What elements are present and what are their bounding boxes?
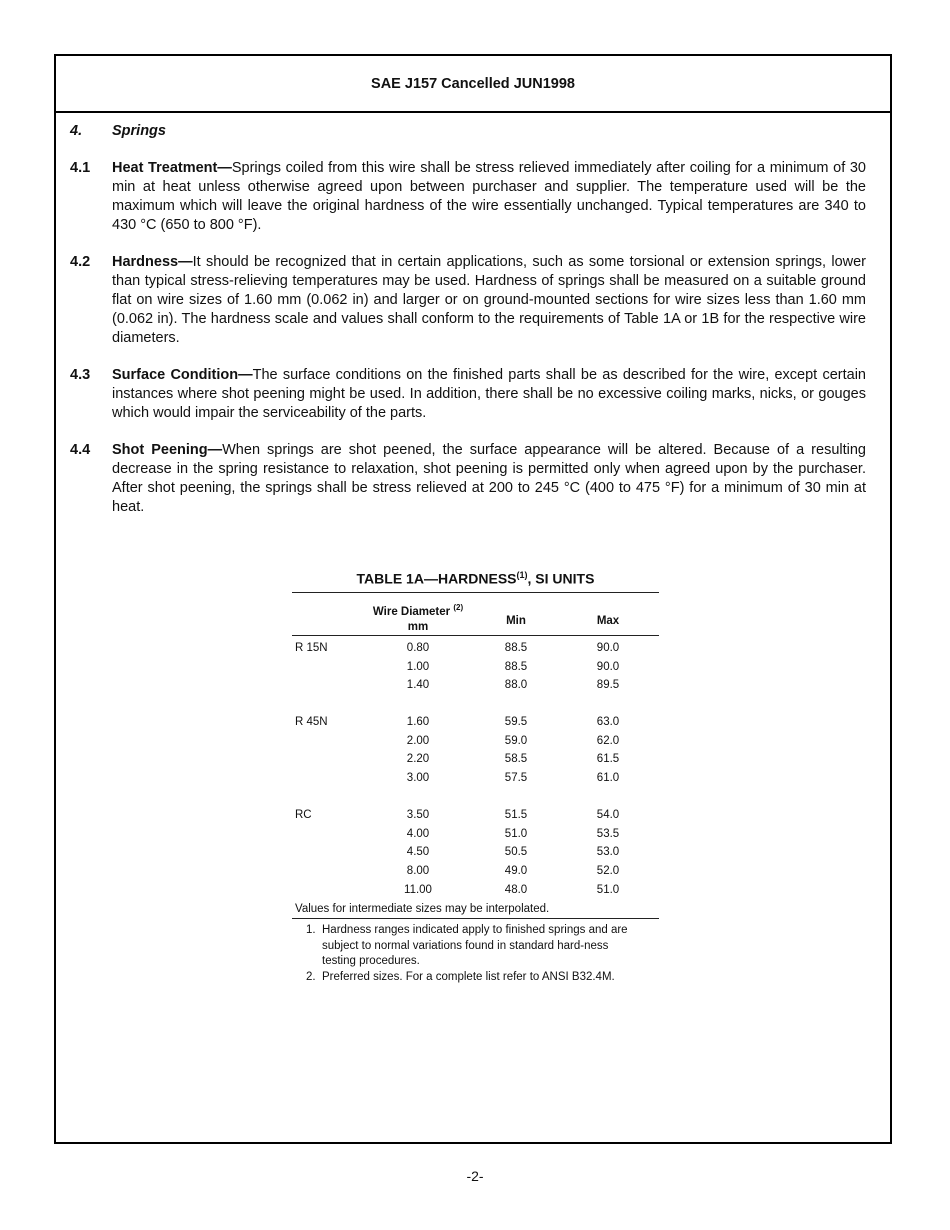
hardness-table [292,570,659,985]
cell-max: 51.0 [596,883,620,896]
document-header [56,56,890,113]
cell-diameter: 11.00 [404,883,432,896]
table-header [292,593,659,635]
table-group-r15n [292,639,659,695]
table-row [292,658,659,677]
table-row [292,732,659,751]
cell-min: 59.0 [504,734,528,747]
interpolation-note: Values for intermediate sizes may be interpolated. [295,903,550,916]
page-number: -2- [466,1168,484,1184]
cell-min: 51.0 [504,827,528,840]
paragraph-4-3 [70,366,870,423]
wire-diameter-unit: mm [407,620,429,633]
footnote-text: Preferred sizes. For a complete list refer to ANSI B32.4M. [322,970,615,983]
table-row [292,676,659,695]
scale-label: R 15N [295,642,328,654]
table-row [292,769,659,788]
cell-min: 50.5 [504,846,528,859]
table-header-rule [292,635,659,636]
table-group-rc [292,806,659,899]
column-header-wire-diameter [358,600,478,635]
cell-max: 63.0 [596,716,620,729]
cell-max: 53.0 [596,846,620,859]
cell-diameter: 1.40 [406,679,430,692]
table-row [292,750,659,769]
header-title: SAE J157 Cancelled JUN1998 [371,75,575,92]
cell-max: 54.0 [596,808,620,821]
cell-diameter: 4.00 [406,827,430,840]
table-title-footnote-ref: (1) [516,570,528,580]
table-row [292,843,659,862]
cell-min: 88.5 [504,642,528,654]
table-title-main: TABLE 1A—HARDNESS [356,570,517,587]
paragraph-lead: Hardness— [112,254,193,270]
table-title-tail: , SI UNITS [527,570,595,587]
cell-min: 59.5 [504,716,528,729]
cell-diameter: 3.50 [406,808,430,821]
paragraph-number: 4.4 [70,442,91,458]
table-row [292,862,659,881]
cell-max: 62.0 [596,734,620,747]
paragraph-4-1 [70,159,870,235]
cell-diameter: 1.60 [406,716,430,729]
paragraph-number: 4.2 [70,254,91,270]
cell-min: 88.5 [504,660,528,673]
cell-min: 48.0 [504,883,528,896]
table-group-r45n [292,713,659,788]
cell-diameter: 2.00 [406,734,430,747]
cell-diameter: 0.80 [406,642,430,654]
cell-diameter: 3.00 [406,772,430,785]
cell-max: 90.0 [596,660,620,673]
wire-diameter-label: Wire Diameter [372,605,451,618]
section-heading [70,122,870,141]
paragraph-lead: Shot Peening— [112,442,223,458]
paragraph-lead: Surface Condition— [112,367,253,383]
paragraph-4-4 [70,441,870,517]
column-header-max: Max [596,615,620,627]
footnote-number: 2. [306,970,316,983]
cell-max: 61.5 [596,753,620,766]
cell-max: 53.5 [596,827,620,840]
section-title: Springs [112,123,166,139]
paragraph-text: When springs are shot peened, the surface appearance will be altered. Because of a resulting decrease in the spring resistance to relaxation, shot peening is permitted only when agreed upon by the purchaser. After shot peening, the springs shall be stress relieved at 200 to 245 °C (400 to 475 °F) for a minimum of 30 min at heat. [112,442,866,515]
section-number: 4. [70,123,83,139]
cell-max: 89.5 [596,679,620,692]
cell-min: 57.5 [504,772,528,785]
table-row [292,881,659,900]
table-row [292,639,659,658]
paragraph-text: It should be recognized that in certain applications, such as some torsional or extension springs, lower than typical stress-relieving temperatures may be used. Hardness of springs shall be measured on a suitable ground flat on wire sizes of 1.60 mm (0.062 in) and larger or on ground-mounted sections for wire sizes less than 1.60 mm (0.062 in). The hardness scale and values shall conform to the requirements of Table 1A or 1B for the respective wire diameters. [112,254,866,346]
table-footnotes [292,923,659,985]
table-row [292,806,659,825]
cell-min: 51.5 [504,808,528,821]
cell-min: 49.0 [504,864,528,877]
footnote-number: 1. [306,924,316,937]
scale-label: RC [295,808,312,821]
column-header-min: Min [506,615,526,627]
paragraph-lead: Heat Treatment— [112,160,232,176]
scale-label: R 45N [295,716,328,729]
paragraph-4-2 [70,253,870,348]
cell-max: 61.0 [596,772,620,785]
paragraph-number: 4.1 [70,160,91,176]
cell-max: 52.0 [596,864,620,877]
table-title [292,570,659,592]
cell-min: 88.0 [504,679,528,692]
main-content [70,122,870,517]
cell-diameter: 4.50 [406,846,430,859]
paragraph-number: 4.3 [70,367,91,383]
cell-diameter: 2.20 [406,753,430,766]
footnote [292,970,636,986]
table-row [292,713,659,732]
wire-diameter-footnote-ref: (2) [453,603,464,612]
table-bottom-rule [292,918,659,919]
cell-max: 90.0 [596,642,620,654]
footnote [292,923,636,970]
cell-diameter: 8.00 [406,864,430,877]
paragraph-text: The surface conditions on the finished parts shall be as described for the wire, except certain instances where shot peening might be used. In addition, there shall be no excessive coiling marks, nicks, or gouges which would impair the serviceability of the parts. [112,367,866,421]
paragraph-text: Springs coiled from this wire shall be stress relieved immediately after coiling for a minimum of 30 min at heat unless otherwise agreed upon between purchaser and supplier. The temperature used will be the maximum which will leave the original hardness of the wire essentially unchanged. Typical temperatures are 340 to 430 °C (650 to 800 °F). [112,160,866,233]
page-frame [54,54,892,1144]
cell-min: 58.5 [504,753,528,766]
table-row [292,825,659,844]
footnote-text: Hardness ranges indicated apply to finished springs and are subject to normal variations found in standard hard-ness testing procedures. [322,924,628,968]
cell-diameter: 1.00 [406,660,430,673]
